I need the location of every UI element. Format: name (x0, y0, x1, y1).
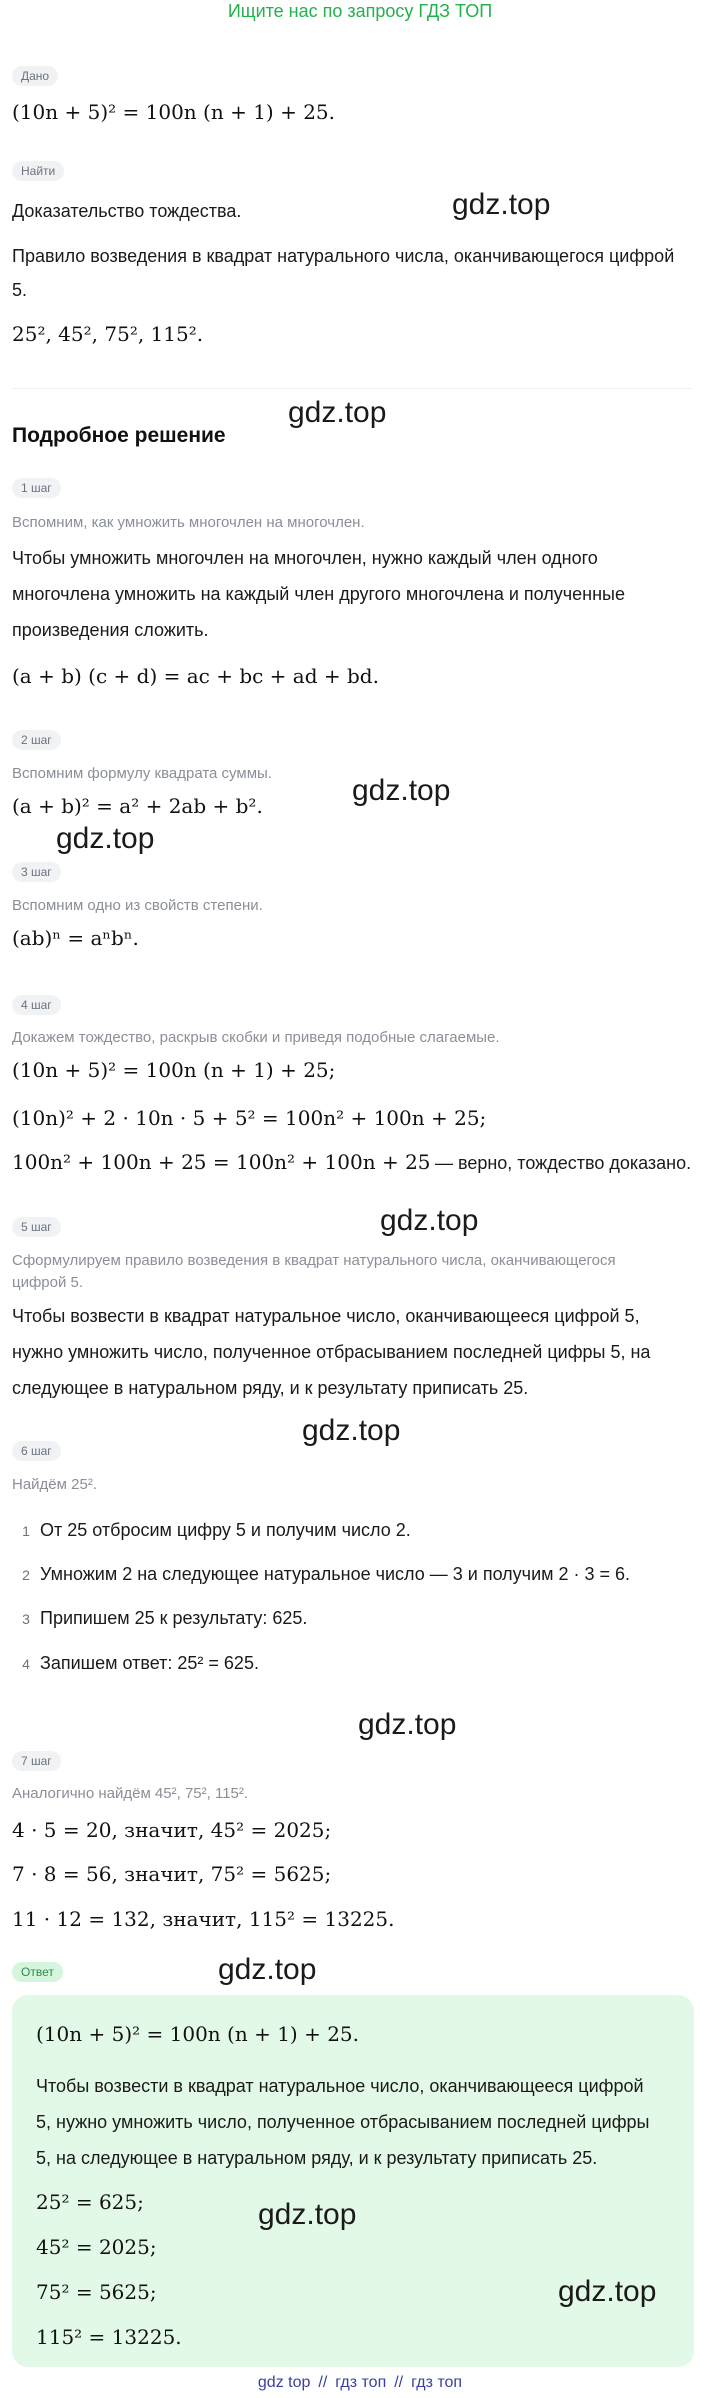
step-1-text-1: Чтобы умножить многочлен на многочлен, нужно каждый член одного (12, 548, 598, 568)
answer-result-2: 45² = 2025; (36, 2235, 157, 2259)
step-5-text-3: следующее в натуральном ряду, и к результату приписать 25. (12, 1378, 529, 1398)
step-5-hint-1: Сформулируем правило возведения в квадрат натурального числа, оканчивающегося (12, 1252, 616, 1269)
answer-text-3: 5, на следующее в натуральном ряду, и к результату приписать 25. (36, 2148, 598, 2168)
footer-separator: // (318, 2374, 328, 2391)
step-6-hint: Найдём 25². (12, 1476, 97, 1493)
step-4-formula-3-row (12, 1150, 692, 1174)
step-5-tag: 5 шаг (12, 1217, 61, 1237)
list-item (12, 1606, 307, 1631)
step-5-hint-2: цифрой 5. (12, 1274, 84, 1291)
answer-tag: Ответ (12, 1962, 63, 1982)
step-1-text-3: произведения сложить. (12, 620, 209, 640)
watermark: gdz.top (56, 822, 155, 855)
watermark: gdz.top (288, 396, 387, 429)
footer-separator: // (394, 2374, 404, 2391)
watermark: gdz.top (218, 1953, 317, 1986)
find-line-2a: Правило возведения в квадрат натурального числа, оканчивающегося цифрой (12, 246, 675, 266)
step-4-tag: 4 шаг (12, 995, 61, 1015)
find-tag: Найти (12, 161, 64, 181)
footer-link-gdz-top[interactable]: gdz top (257, 2374, 311, 2391)
list-item (12, 1562, 630, 1587)
given-section (12, 66, 692, 86)
list-item-text: От 25 отбросим цифру 5 и получим число 2. (40, 1520, 411, 1540)
step-5-text-2: нужно умножить число, полученное отбрасыванием последней цифры 5, на (12, 1342, 651, 1362)
answer-formula: (10n + 5)² = 100n (n + 1) + 25. (36, 2022, 359, 2046)
step-3-tag: 3 шаг (12, 862, 61, 882)
answer-result-4: 115² = 13225. (36, 2325, 182, 2349)
watermark: gdz.top (258, 2198, 357, 2231)
step-5-text-1: Чтобы возвести в квадрат натуральное число, оканчивающееся цифрой 5, (12, 1306, 640, 1326)
list-item (12, 1651, 259, 1676)
step-4-hint: Докажем тождество, раскрыв скобки и приведя подобные слагаемые. (12, 1029, 500, 1046)
watermark: gdz.top (558, 2275, 657, 2308)
answer-result-3: 75² = 5625; (36, 2280, 157, 2304)
list-item-number: 3 (22, 1611, 30, 1627)
footer-links (0, 2374, 720, 2392)
footer-link-gdz-top-ru[interactable]: гдз топ (335, 2374, 387, 2391)
step-7-tag: 7 шаг (12, 1751, 61, 1771)
find-line-2b: 5. (12, 280, 28, 300)
step-4-formula-3: 100n² + 100n + 25 = 100n² + 100n + 25 (12, 1150, 431, 1174)
find-line-3: 25², 45², 75², 115². (12, 322, 204, 346)
given-formula: (10n + 5)² = 100n (n + 1) + 25. (12, 100, 335, 124)
list-item-text: Умножим 2 на следующее натуральное число — 3 и получим 2 · 3 = 6. (40, 1564, 631, 1584)
step-3-formula: (ab)ⁿ = aⁿbⁿ. (12, 926, 139, 950)
search-banner: Ищите нас по запросу ГДЗ ТОП (227, 1, 493, 21)
step-4-formula-2: (10n)² + 2 · 10n · 5 + 5² = 100n² + 100n + 25; (12, 1106, 487, 1130)
watermark: gdz.top (452, 188, 551, 221)
list-item-text: Припишем 25 к результату: 625. (40, 1608, 308, 1628)
list-item (12, 1518, 411, 1543)
answer-text-1: Чтобы возвести в квадрат натуральное число, оканчивающееся цифрой (36, 2076, 644, 2096)
step-1-hint: Вспомним, как умножить многочлен на многочлен. (12, 514, 365, 531)
list-item-number: 4 (22, 1656, 30, 1672)
list-item-text: Запишем ответ: 25² = 625. (40, 1653, 259, 1673)
watermark: gdz.top (302, 1414, 401, 1447)
step-7-line-2: 7 · 8 = 56, значит, 75² = 5625; (12, 1862, 332, 1886)
section-divider (12, 388, 692, 389)
step-7-hint: Аналогично найдём 45², 75², 115². (12, 1785, 249, 1802)
list-item-number: 2 (22, 1567, 30, 1583)
given-tag: Дано (12, 66, 58, 86)
step-2-formula: (a + b)² = a² + 2ab + b². (12, 794, 263, 818)
step-7-line-1: 4 · 5 = 20, значит, 45² = 2025; (12, 1818, 332, 1842)
step-2-hint: Вспомним формулу квадрата суммы. (12, 765, 272, 782)
step-3-hint: Вспомним одно из свойств степени. (12, 897, 263, 914)
watermark: gdz.top (380, 1204, 479, 1237)
step-1-text-2: многочлена умножить на каждый член другого многочлена и полученные (12, 584, 625, 604)
step-7-line-3: 11 · 12 = 132, значит, 115² = 13225. (12, 1907, 395, 1931)
step-4-formula-1: (10n + 5)² = 100n (n + 1) + 25; (12, 1058, 336, 1082)
answer-text-2: 5, нужно умножить число, полученное отбрасыванием последней цифры (36, 2112, 650, 2132)
step-1-tag: 1 шаг (12, 478, 61, 498)
step-2-tag: 2 шаг (12, 730, 61, 750)
step-1-formula: (a + b) (c + d) = ac + bc + ad + bd. (12, 664, 379, 688)
step-6-tag: 6 шаг (12, 1441, 61, 1461)
footer-link-gdz-top-ru-2[interactable]: гдз топ (411, 2374, 463, 2391)
solution-title: Подробное решение (12, 424, 226, 447)
answer-result-1: 25² = 625; (36, 2190, 144, 2214)
find-section (12, 161, 692, 181)
watermark: gdz.top (358, 1708, 457, 1741)
list-item-number: 1 (22, 1523, 30, 1539)
answer-card (12, 1995, 694, 2367)
find-line-1: Доказательство тождества. (12, 201, 242, 221)
step-4-conclusion: — верно, тождество доказано. (434, 1153, 692, 1173)
watermark: gdz.top (352, 774, 451, 807)
